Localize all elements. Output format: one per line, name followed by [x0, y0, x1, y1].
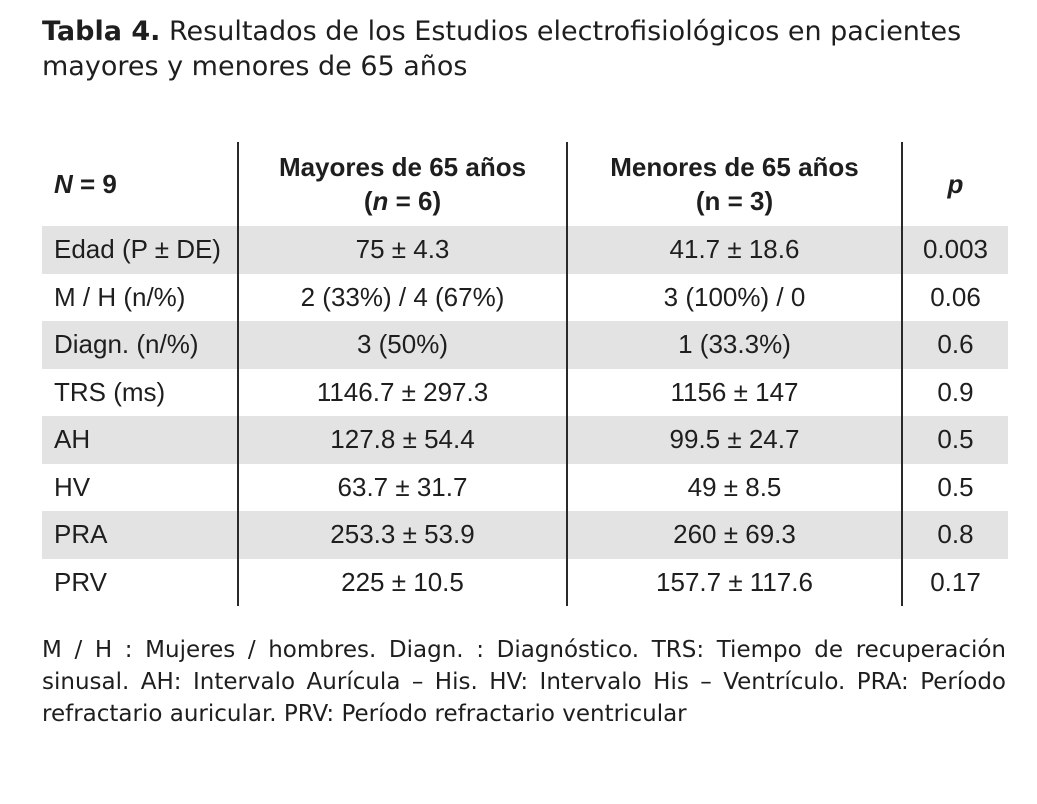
row-label: PRV: [54, 566, 107, 597]
caption-text: Resultados de los Estudios electrofisiológicos en pacientes mayores y menores de 65 años: [42, 16, 962, 82]
cell-p: 0.06: [902, 274, 1008, 322]
table-row: [42, 559, 1008, 607]
row-label: Edad (P ± DE): [42, 226, 238, 274]
header-menores: [567, 142, 902, 226]
cell-mayores: 63.7 ± 31.7: [238, 464, 567, 512]
header-n-rest: = 9: [72, 169, 117, 199]
cell-p: 0.8: [902, 511, 1008, 559]
table-caption: [42, 14, 1012, 84]
results-table: [42, 142, 1008, 606]
table-row: [42, 226, 1008, 274]
header-mayores-line1: Mayores de 65 años: [278, 152, 527, 182]
table-row: [42, 416, 1008, 464]
cell-p: 0.5: [902, 416, 1008, 464]
table-header-row: [42, 142, 1008, 226]
cell-p: 0.17: [902, 559, 1008, 607]
cell-mayores: 3 (50%): [238, 321, 567, 369]
cell-menores: 157.7 ± 117.6: [567, 559, 902, 607]
row-label: TRS (ms): [54, 376, 166, 407]
cell-mayores: 253.3 ± 53.9: [238, 511, 567, 559]
cell-menores: 1 (33.3%): [567, 321, 902, 369]
table-row: [42, 511, 1008, 559]
cell-menores: 1156 ± 147: [567, 369, 902, 417]
header-n-var: N: [54, 169, 73, 199]
header-p-var: p: [947, 169, 964, 199]
row-label: M / H (n/%): [54, 281, 186, 312]
header-mayores: [238, 142, 567, 226]
cell-p: 0.003: [902, 226, 1008, 274]
row-label: HV: [54, 471, 91, 502]
cell-mayores: 75 ± 4.3: [238, 226, 567, 274]
row-label: PRA: [42, 511, 238, 559]
footnote: M / H : Mujeres / hombres. Diagn. : Diagnóstico. TRS: Tiempo de recuperación sinusal. AH: Intervalo Aurícula – His. HV: Intervalo His – Ventrículo. PRA: Período refractario auricular. PRV: Período refractario ventricular: [42, 637, 1006, 727]
table-row: [42, 321, 1008, 369]
table-row: [42, 369, 1008, 417]
cell-menores: 49 ± 8.5: [567, 464, 902, 512]
table-row: [42, 274, 1008, 322]
caption-label: Tabla 4.: [42, 16, 161, 47]
header-mayores-pre: (: [363, 186, 373, 216]
cell-mayores: 127.8 ± 54.4: [238, 416, 567, 464]
row-label: Diagn. (n/%): [42, 321, 238, 369]
header-menores-line2: (n = 3): [695, 186, 774, 216]
cell-menores: 41.7 ± 18.6: [567, 226, 902, 274]
row-label: AH: [42, 416, 238, 464]
header-mayores-post: = 6): [388, 186, 442, 216]
header-menores-line1: Menores de 65 años: [610, 152, 859, 182]
table-row: [42, 464, 1008, 512]
cell-p: 0.6: [902, 321, 1008, 369]
header-n-total: [42, 142, 238, 226]
cell-menores: 3 (100%) / 0: [567, 274, 902, 322]
cell-mayores: 225 ± 10.5: [238, 559, 567, 607]
cell-menores: 260 ± 69.3: [567, 511, 902, 559]
cell-p: 0.9: [902, 369, 1008, 417]
cell-mayores: 2 (33%) / 4 (67%): [238, 274, 567, 322]
cell-mayores: 1146.7 ± 297.3: [238, 369, 567, 417]
header-mayores-var: n: [372, 186, 389, 216]
header-p: [902, 142, 1008, 226]
cell-p: 0.5: [902, 464, 1008, 512]
cell-menores: 99.5 ± 24.7: [567, 416, 902, 464]
